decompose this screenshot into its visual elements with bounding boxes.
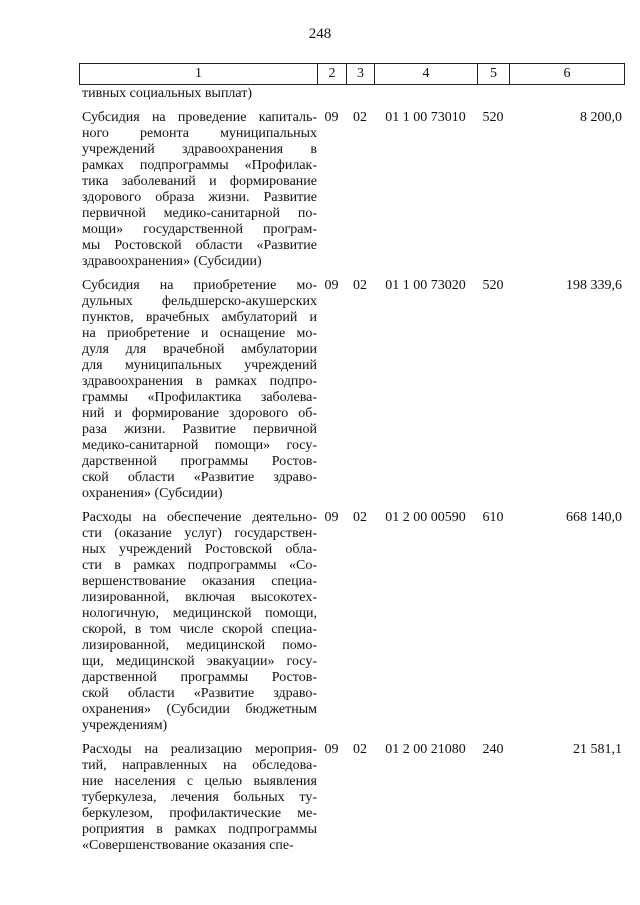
text-line: туберкулеза, лечения больных ту- <box>82 790 317 805</box>
text-line: ской области «Развитие здраво- <box>82 470 317 485</box>
column-header-4: 4 <box>375 64 478 85</box>
text-line: дарственной программы Ростов- <box>82 670 317 685</box>
text-line: тий, направленных на обследова- <box>82 758 317 773</box>
row-section-code: 09 <box>324 110 339 125</box>
row-description <box>79 742 317 854</box>
column-header-6: 6 <box>510 64 625 85</box>
row-subsection-code: 02 <box>353 278 367 293</box>
text-line: вершенствование оказания специа- <box>82 574 317 589</box>
row-target-article: 01 2 00 00590 <box>385 510 466 525</box>
row-amount: 668 140,0 <box>566 510 622 525</box>
text-line: Расходы на реализацию мероприя- <box>82 742 317 757</box>
text-line: сти в рамках подпрограммы «Со- <box>82 558 317 573</box>
row-section-code: 09 <box>324 742 339 757</box>
table-row <box>79 110 624 270</box>
column-header-5: 5 <box>478 64 510 85</box>
text-line: тивных социальных выплат) <box>82 86 253 101</box>
text-line: тика заболеваний и формирование <box>82 174 317 189</box>
column-header-2: 2 <box>318 64 347 85</box>
text-line: ных учреждений Ростовской обла- <box>82 542 317 557</box>
text-line: на приобретение и оснащение мо- <box>82 326 317 341</box>
column-header-1: 1 <box>80 64 318 85</box>
row-target-article: 01 1 00 73020 <box>385 278 466 293</box>
row-expense-type: 520 <box>482 278 504 293</box>
text-line: дарственной программы Ростов- <box>82 454 317 469</box>
text-line: Субсидия на приобретение мо- <box>82 278 317 293</box>
column-header-row <box>80 64 625 85</box>
text-line: здравоохранения в рамках подпро- <box>82 374 317 389</box>
text-line: Субсидия на проведение капиталь- <box>82 110 317 125</box>
table-row <box>79 510 624 734</box>
text-line: лизированной, медицинской помо- <box>82 638 317 653</box>
text-line: дульных фельдшерско-акушерских <box>82 294 317 309</box>
text-line: лизированной, включая высокотех- <box>82 590 317 605</box>
row-description <box>79 278 317 502</box>
row-target-article: 01 2 00 21080 <box>385 742 466 757</box>
text-line: первичной медико-санитарной по- <box>82 206 317 221</box>
row-description <box>79 510 317 734</box>
text-line: ного ремонта муниципальных <box>82 126 317 141</box>
row-description <box>79 110 317 270</box>
text-line: здравоохранения» (Субсидии) <box>82 254 262 269</box>
page-number: 248 <box>308 26 332 42</box>
text-line: щи, медицинской эвакуации» госу- <box>82 654 317 669</box>
text-line: Расходы на обеспечение деятельно- <box>82 510 317 525</box>
row-section-code: 09 <box>324 278 339 293</box>
row-expense-type: 520 <box>482 110 504 125</box>
text-line: ний и формирование здорового об- <box>82 406 317 421</box>
text-line: для муниципальных учреждений <box>82 358 317 373</box>
column-header-3: 3 <box>347 64 375 85</box>
row-amount: 8 200,0 <box>580 110 622 125</box>
column-header-table <box>79 63 625 85</box>
row-expense-type: 610 <box>482 510 504 525</box>
text-line: беркулезом, профилактические ме- <box>82 806 317 821</box>
row-subsection-code: 02 <box>353 510 367 525</box>
row-amount: 198 339,6 <box>566 278 622 293</box>
text-line: «Совершенствование оказания спе- <box>82 838 294 853</box>
row-amount: 21 581,1 <box>573 742 622 757</box>
row-target-article: 01 1 00 73010 <box>385 110 466 125</box>
row-section-code: 09 <box>324 510 339 525</box>
text-line: ской области «Развитие здраво- <box>82 686 317 701</box>
text-line: нологичную, медицинской помощи, <box>82 606 317 621</box>
text-line: мы Ростовской области «Развитие <box>82 238 317 253</box>
continuation-text <box>79 86 317 102</box>
text-line: здорового образа жизни. Развитие <box>82 190 317 205</box>
text-line: охранения» (Субсидии бюджетным <box>82 702 317 717</box>
text-line: рамках подпрограммы «Профилак- <box>82 158 317 173</box>
text-line: граммы «Профилактика заболева- <box>82 390 317 405</box>
continuation-row <box>79 86 624 102</box>
row-subsection-code: 02 <box>353 742 367 757</box>
text-line: пунктов, врачебных амбулаторий и <box>82 310 317 325</box>
row-expense-type: 240 <box>482 742 504 757</box>
text-line: учреждениям) <box>82 718 168 733</box>
text-line: мощи» государственной програм- <box>82 222 317 237</box>
text-line: ние населения с целью выявления <box>82 774 317 789</box>
text-line: сти (оказание услуг) государствен- <box>82 526 317 541</box>
row-subsection-code: 02 <box>353 110 367 125</box>
text-line: охранения» (Субсидии) <box>82 486 223 501</box>
text-line: раза жизни. Развитие первичной <box>82 422 317 437</box>
text-line: роприятия в рамках подпрограммы <box>82 822 317 837</box>
budget-rows <box>79 110 624 854</box>
text-line: медико-санитарной помощи» госу- <box>82 438 317 453</box>
text-line: скорой, в том числе скорой специа- <box>82 622 317 637</box>
table-row <box>79 278 624 502</box>
text-line: дуля для врачебной амбулатории <box>82 342 317 357</box>
text-line: учреждений здравоохранения в <box>82 142 317 157</box>
budget-table-body <box>79 86 624 862</box>
table-row <box>79 742 624 854</box>
